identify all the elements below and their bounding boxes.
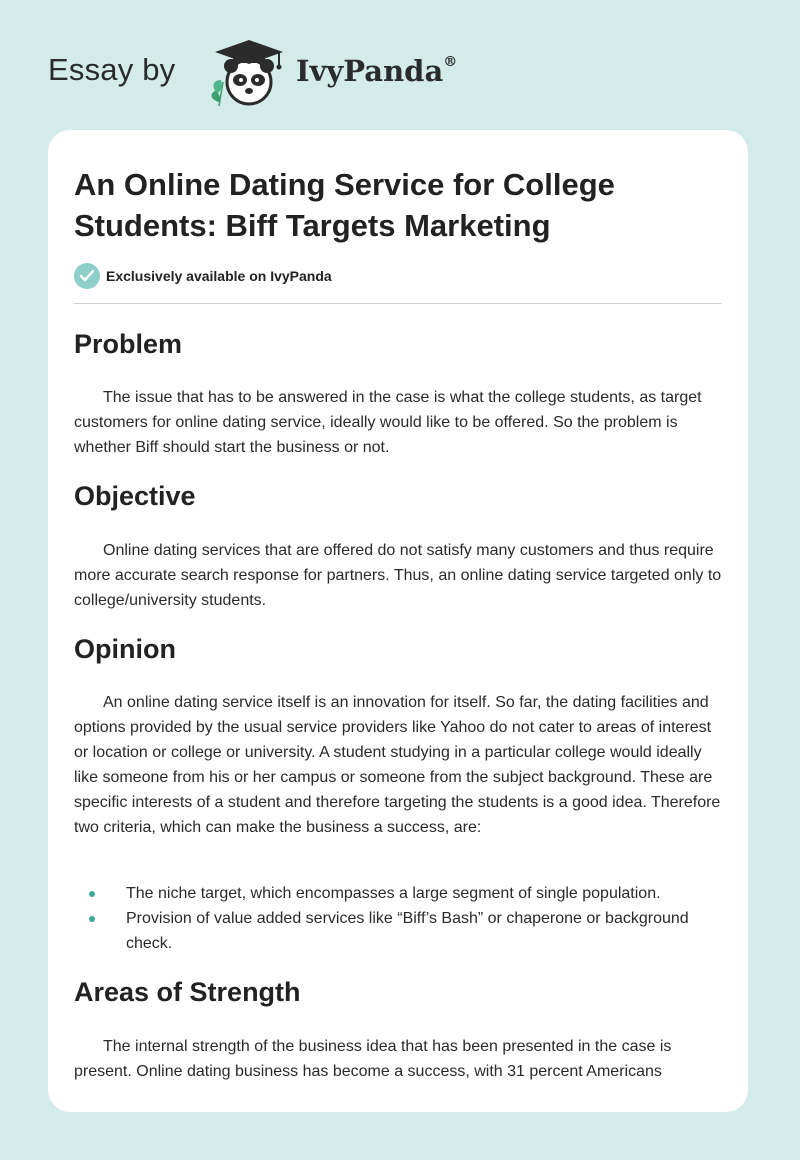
- section-paragraph-opinion: An online dating service itself is an innovation for itself. So far, the dating facilities and options provided by the usual service providers like Yahoo do not cater to areas of interest or location or college or university. A student studying in a particular college would ideally like someone from his or her campus or someone from the subject background. These are specific interests of a student and therefore targeting the students is a good idea. Therefore two criteria, which can make the business a success, are:: [74, 694, 721, 836]
- list-item-text: The niche target, which encompasses a large segment of single population.: [126, 885, 661, 902]
- exclusive-badge-text: Exclusively available on IvyPanda: [106, 268, 332, 284]
- brand-name[interactable]: IvyPanda®: [296, 54, 458, 88]
- section-heading-opinion: Opinion: [74, 634, 176, 664]
- section-paragraph-strength: The internal strength of the business idea that has been presented in the case is present. Online dating business has become a success, with 31 percent Americans: [74, 1038, 672, 1080]
- list-item: [74, 881, 724, 906]
- article-title: An Online Dating Service for College Students: Biff Targets Marketing: [74, 167, 615, 243]
- bullet-dot-icon: [89, 916, 95, 922]
- opinion-bullet-list: [74, 881, 724, 956]
- section-heading-problem: Problem: [74, 329, 183, 359]
- title-divider: [74, 303, 722, 304]
- site-header: [48, 32, 768, 112]
- article-card: [48, 130, 748, 1112]
- section-paragraph-objective: Online dating services that are offered do not satisfy many customers and thus require more accurate search response for partners. Thus, an online dating service targeted only to college/university students.: [74, 542, 722, 609]
- check-circle-icon: [74, 263, 100, 289]
- panda-logo-icon[interactable]: [203, 36, 289, 110]
- section-heading-strength: Areas of Strength: [74, 977, 301, 1007]
- section-paragraph-problem: The issue that has to be answered in the case is what the college students, as target customers for online dating service, ideally would like to be offered. So the problem is whether Biff should start the business or not.: [74, 389, 702, 456]
- bullet-dot-icon: [89, 891, 95, 897]
- section-heading-objective: Objective: [74, 481, 196, 511]
- exclusive-badge: [74, 262, 332, 290]
- list-item-text: Provision of value added services like “Biff’s Bash” or chaperone or background check.: [126, 910, 689, 952]
- list-item: [74, 906, 724, 956]
- essay-by-label: Essay by: [48, 52, 176, 87]
